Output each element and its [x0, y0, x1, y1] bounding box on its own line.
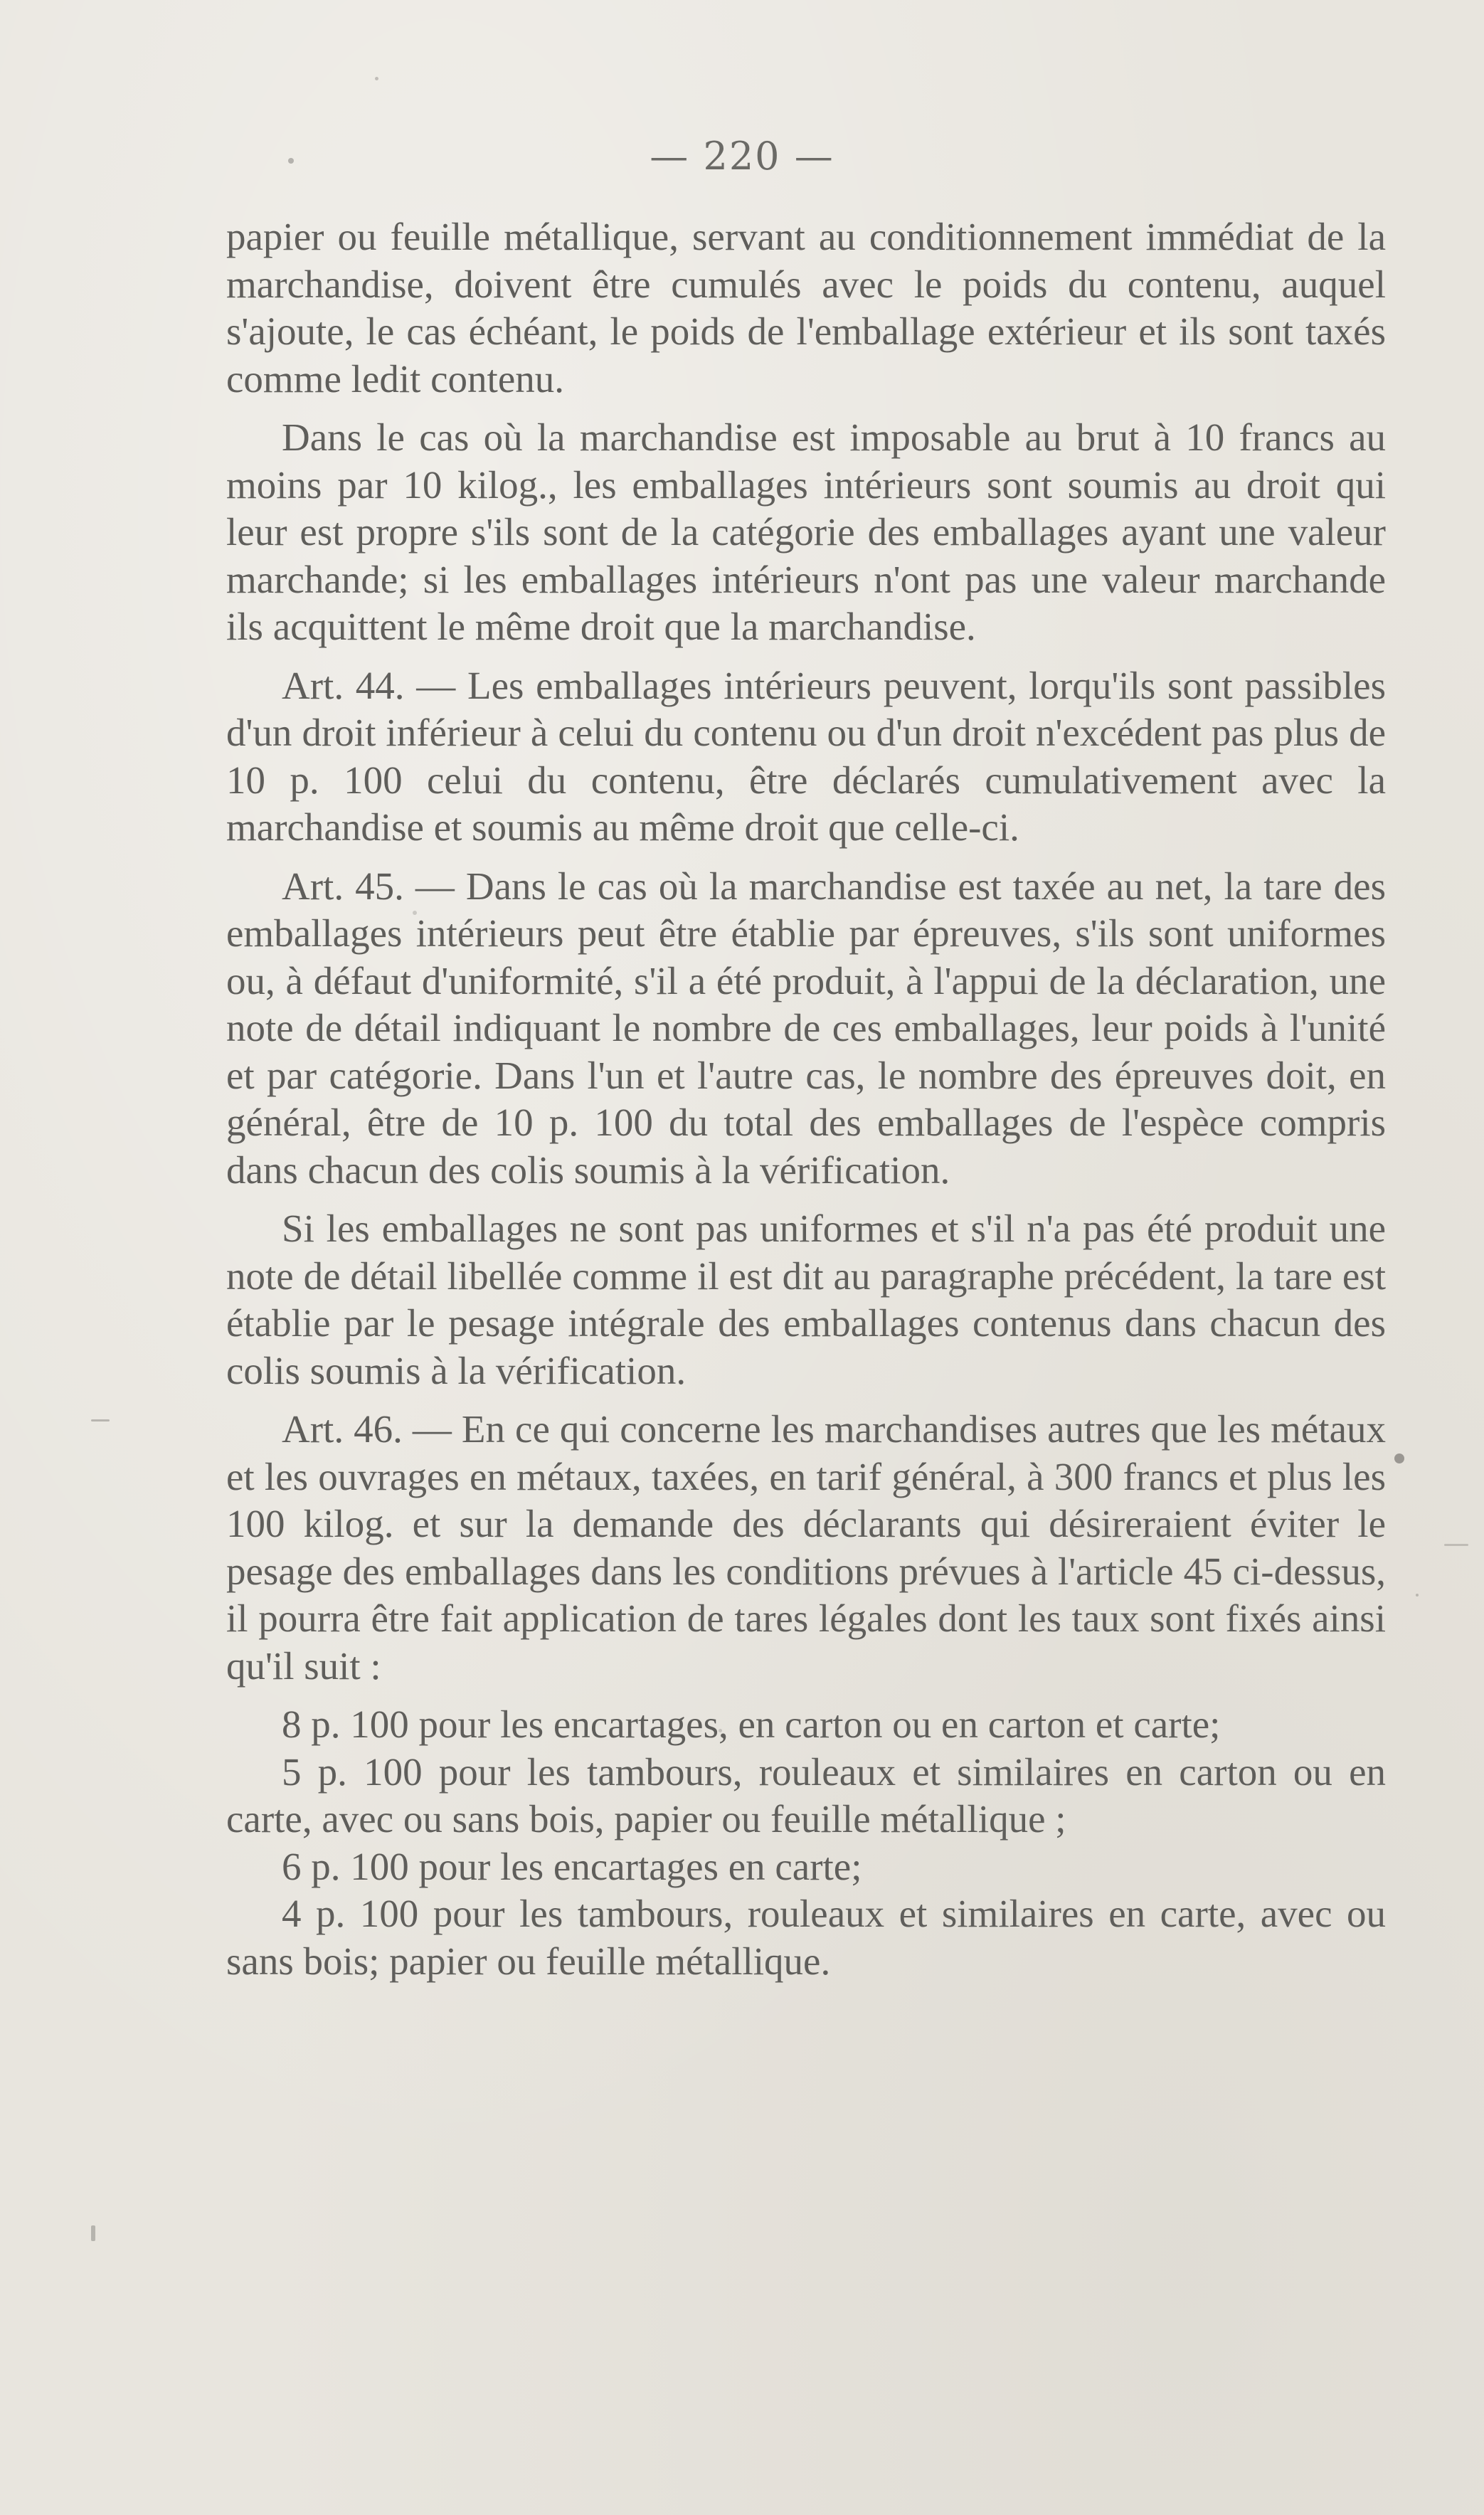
scan-speck	[413, 911, 417, 915]
scan-speck	[1394, 1454, 1404, 1463]
paragraph-continuation: papier ou feuille métallique, servant au conditionnement immédiat de la marchandise, doivent être cumulés avec le poids du contenu, auquel s'ajoute, le cas échéant, le poids de l'emballage extérieur et ils sont taxés comme ledit contenu.	[226, 215, 1386, 401]
scan-speck	[288, 158, 294, 164]
paragraph-article-46: Art. 46. — En ce qui concerne les marchandises autres que les métaux et les ouvrages en métaux, taxées, en tarif général, à 300 francs et plus les 100 kilog. et sur la demande des déclarants qui désireraient éviter le pesage des emballages dans les conditions prévues à l'article 45 ci-dessus, il pourra être fait application de tares légales dont les taux sont fixés ainsi qu'il suit :	[226, 1407, 1386, 1688]
scan-speck	[1416, 1594, 1419, 1597]
tare-list-item: 4 p. 100 pour les tambours, rouleaux et similaires en carte, avec ou sans bois; papier ou feuille métallique.	[226, 1892, 1386, 1983]
tare-list-item: 8 p. 100 pour les encartages, en carton ou en carton et carte;	[282, 1703, 1221, 1746]
scan-speck	[1444, 1544, 1468, 1546]
scan-speck	[91, 2225, 95, 2241]
paragraph-brut-tax: Dans le cas où la marchandise est imposable au brut à 10 francs au moins par 10 kilog., les emballages intérieurs sont soumis au droit qui leur est propre s'ils sont de la catégorie des emballages ayant une valeur marchande; si les emballages intérieurs n'ont pas une valeur marchande ils acquittent le même droit que la marchandise.	[226, 415, 1386, 648]
scan-speck	[375, 77, 378, 80]
tare-list-item: 6 p. 100 pour les encartages en carte;	[282, 1844, 862, 1888]
body-text	[226, 213, 1386, 1985]
scan-speck	[91, 1419, 110, 1421]
page-number: — 220 —	[650, 134, 834, 179]
paragraph-non-uniform: Si les emballages ne sont pas uniformes et s'il n'a pas été produit une note de détail libellée comme il est dit au paragraphe précédent, la tare est établie par le pesage intégrale des emballages contenus dans chacun des colis soumis à la vérification.	[226, 1207, 1386, 1392]
paragraph-article-45: Art. 45. — Dans le cas où la marchandise est taxée au net, la tare des emballages intérieurs peut être établie par épreuves, s'ils sont uniformes ou, à défaut d'uniformité, s'il a été produit, à l'appui de la déclaration, une note de détail indiquant le nombre de ces emballages, leur poids à l'unité et par catégorie. Dans l'un et l'autre cas, le nombre des épreuves doit, en général, être de 10 p. 100 du total des emballages de l'espèce compris dans chacun des colis soumis à la vérification.	[226, 864, 1386, 1192]
scan-speck	[719, 1729, 722, 1732]
paragraph-article-44: Art. 44. — Les emballages intérieurs peuvent, lorqu'ils sont passibles d'un droit inférieur à celui du contenu ou d'un droit n'excédent pas plus de 10 p. 100 celui du contenu, être déclarés cumulativement avec la marchandise et soumis au même droit que celle-ci.	[226, 663, 1386, 849]
tare-list-item: 5 p. 100 pour les tambours, rouleaux et similaires en carton ou en carte, avec ou sans bois, papier ou feuille métallique ;	[226, 1749, 1386, 1841]
